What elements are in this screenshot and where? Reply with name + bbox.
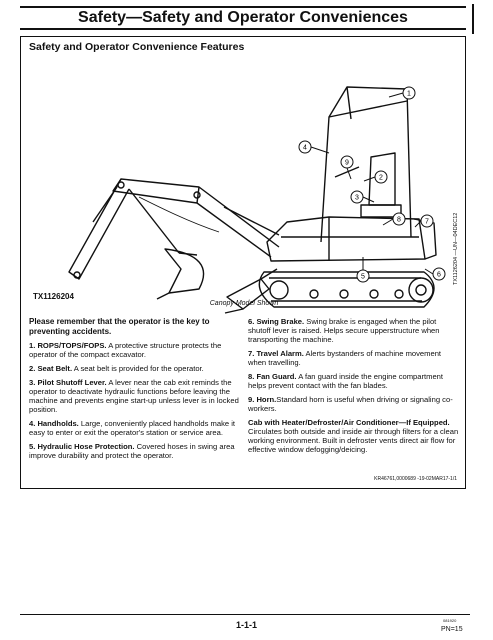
feature-term: 9. Horn. bbox=[248, 395, 277, 404]
intro-text: Please remember that the operator is the key to preventing accidents. bbox=[29, 317, 210, 336]
feature-item bbox=[29, 378, 243, 414]
feature-term: 6. Swing Brake. bbox=[248, 317, 305, 326]
features-left-column bbox=[29, 317, 243, 465]
callout-2 bbox=[364, 171, 387, 183]
excavator-illustration bbox=[29, 57, 457, 319]
figure-side-code: TX1126204 —UN—04DEC12 bbox=[453, 212, 459, 285]
section-title: Safety and Operator Convenience Features bbox=[29, 41, 245, 53]
feature-text: A fan guard inside the engine compartment helps prevent contact with the fan blades. bbox=[248, 372, 444, 390]
feature-text: A protective structure protects the operator of the compact excavator. bbox=[29, 341, 222, 359]
svg-text:9: 9 bbox=[345, 159, 349, 167]
callout-6 bbox=[425, 268, 445, 280]
callout-7 bbox=[415, 215, 433, 227]
feature-term: 1. ROPS/TOPS/FOPS. bbox=[29, 341, 107, 350]
page-number: 1-1-1 bbox=[235, 620, 257, 630]
feature-term: Cab with Heater/Defroster/Air Conditioner—If Equipped. bbox=[248, 418, 450, 427]
feature-term: 3. Pilot Shutoff Lever. bbox=[29, 378, 107, 387]
feature-text: Swing brake is engaged when the pilot shutoff lever is raised. Helps secure upperstructure when transporting the machine. bbox=[248, 317, 440, 344]
callout-8 bbox=[383, 213, 405, 225]
features-right-column bbox=[248, 317, 459, 459]
feature-item bbox=[29, 442, 243, 460]
figure-code: TX1126204 bbox=[33, 292, 74, 301]
page-code: 081920 bbox=[443, 618, 457, 623]
feature-item bbox=[248, 349, 459, 367]
svg-text:3: 3 bbox=[355, 194, 359, 202]
svg-text:8: 8 bbox=[397, 216, 401, 224]
svg-text:7: 7 bbox=[425, 218, 429, 226]
svg-text:5: 5 bbox=[361, 273, 365, 281]
feature-text: Large, conveniently placed handholds make it easy to enter or exit the operator's station or service area. bbox=[29, 419, 235, 437]
svg-text:6: 6 bbox=[437, 271, 441, 279]
feature-text: Alerts bystanders of machine movement when travelling. bbox=[248, 349, 442, 367]
feature-text: A lever near the cab exit reminds the operator to deactivate hydraulic functions before leaving the machine and prevents engine start-up unless lever is in locked position. bbox=[29, 378, 239, 414]
feature-term: 4. Handholds. bbox=[29, 419, 79, 428]
feature-item bbox=[248, 395, 459, 413]
figure-caption: Canopy Model Shown bbox=[209, 300, 279, 307]
feature-item bbox=[248, 317, 459, 344]
feature-text: Covered hoses in swing area improve durability and protect the operator. bbox=[29, 442, 235, 460]
callout-5 bbox=[357, 257, 369, 282]
feature-term: 5. Hydraulic Hose Protection. bbox=[29, 442, 135, 451]
feature-item bbox=[29, 364, 243, 373]
svg-text:1: 1 bbox=[407, 90, 411, 98]
feature-term: 8. Fan Guard. bbox=[248, 372, 297, 381]
feature-term: 7. Travel Alarm. bbox=[248, 349, 304, 358]
feature-text: Circulates both outside and inside air through filters for a clean working environment. Built in defroster vents direct air flow for effective window defogging/deicing. bbox=[248, 427, 459, 454]
footer-rule bbox=[20, 614, 470, 615]
header-side-rule bbox=[472, 4, 474, 34]
feature-item bbox=[29, 419, 243, 437]
svg-text:4: 4 bbox=[303, 144, 307, 152]
feature-text: Standard horn is useful when driving or signaling co-workers. bbox=[248, 395, 453, 413]
callout-4 bbox=[299, 141, 329, 153]
svg-text:2: 2 bbox=[379, 174, 383, 182]
feature-item bbox=[29, 341, 243, 359]
feature-item bbox=[248, 418, 459, 454]
feature-text: A seat belt is provided for the operator. bbox=[72, 364, 204, 373]
callout-3 bbox=[351, 191, 374, 203]
page-title: Safety—Safety and Operator Conveniences bbox=[20, 6, 466, 30]
feature-item bbox=[248, 372, 459, 390]
feature-term: 2. Seat Belt. bbox=[29, 364, 73, 373]
pn-label: PN=15 bbox=[441, 626, 463, 633]
reference-code: KR46761,0000689 -19-02MAR17-1/1 bbox=[374, 476, 457, 482]
callout-9 bbox=[341, 156, 353, 179]
content-frame bbox=[20, 36, 466, 489]
